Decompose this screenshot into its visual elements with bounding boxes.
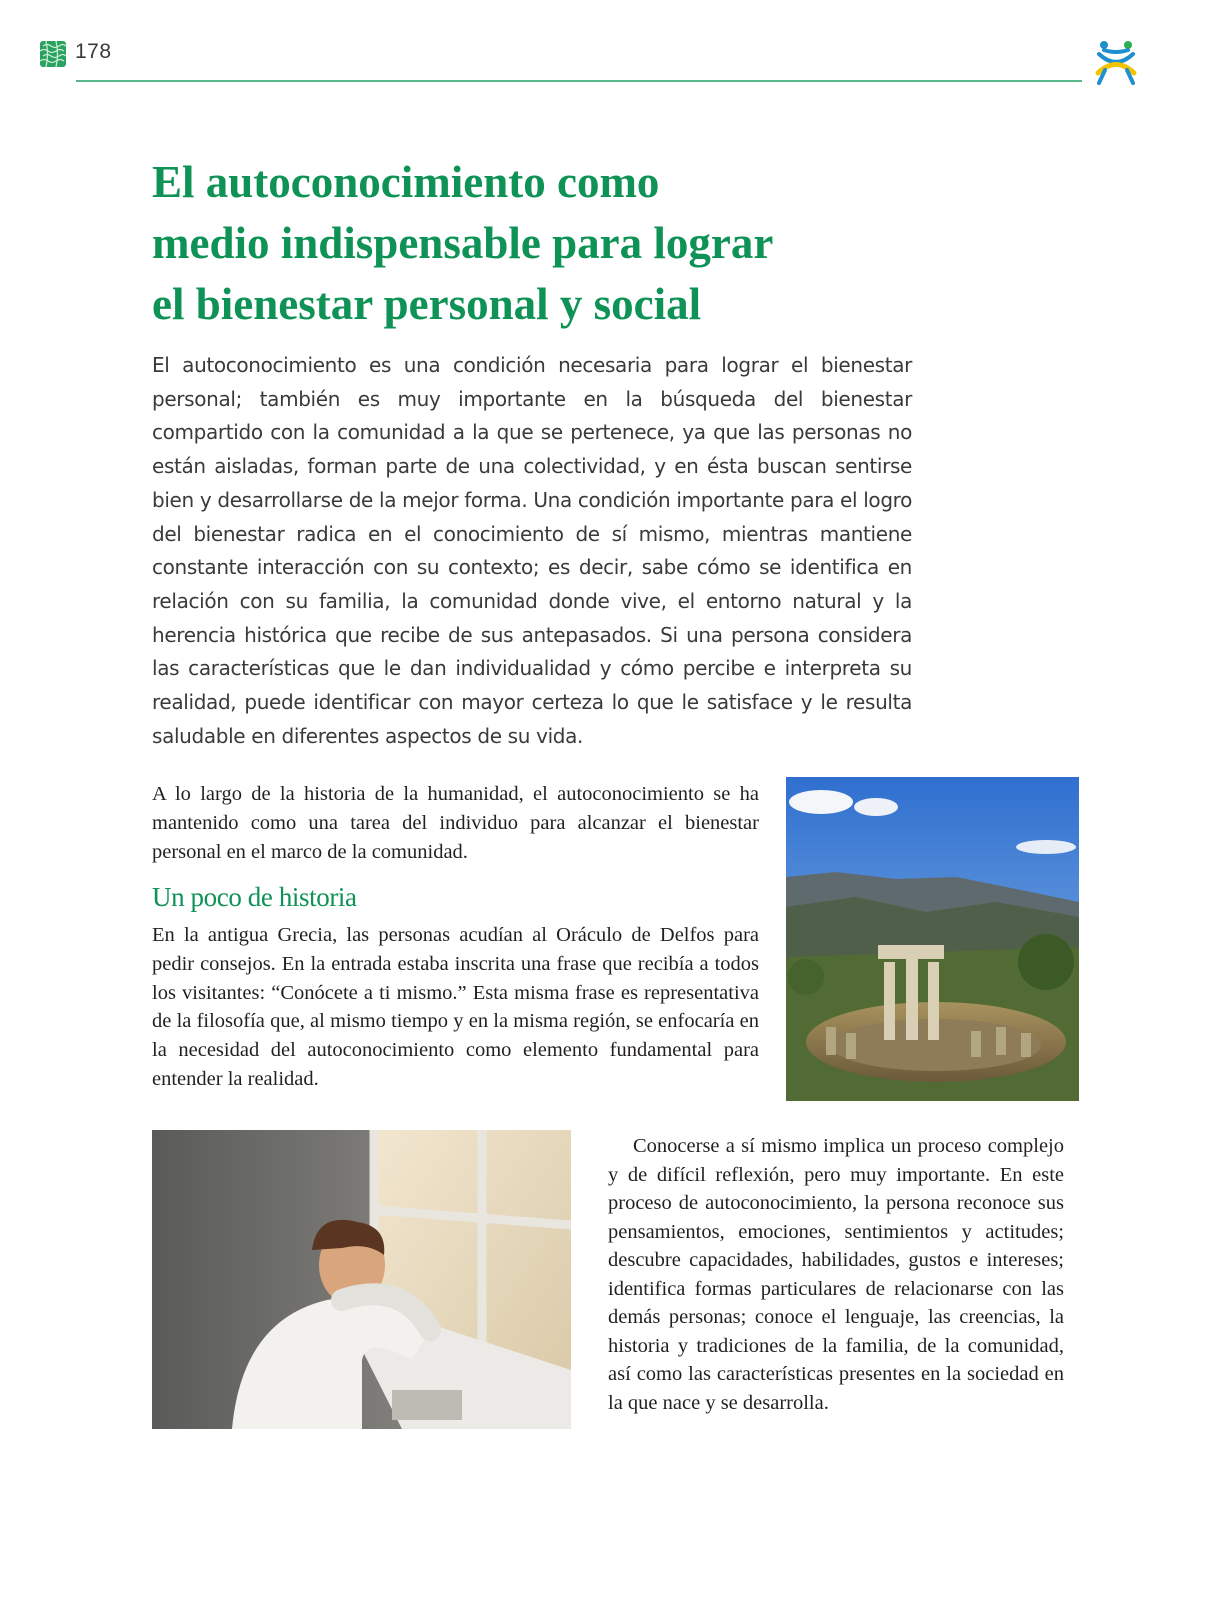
green-pattern-icon [40,41,66,67]
history-paragraph: A lo largo de la historia de la humanidad, el autoconocimiento se ha mantenido como una tarea del individuo para alcanzar el bienestar personal en el marco de la comunidad. [152,783,759,863]
title-line: medio indispensable para lograr [152,218,774,268]
intro-paragraph: El autoconocimiento es una condición necesaria para lograr el bienestar personal; también es muy importante en la búsqueda del bienestar compartido con la comunidad a la que se pertenece, ya que las personas no están aisladas, forman parte de una colectividad, y en ésta buscan sentirse bien y desarrollarse de la mejor forma. Una condición importante para el logro del bienestar radica en el conocimiento de sí mismo, mientras mantiene constante interacción con su contexto; es decir, sabe cómo se identifica en relación con su familia, la comunidad donde vive, el entorno natural y la herencia histórica que recibe de sus antepasados. Si una persona considera las características que le dan individualidad y cómo percibe e interpreta su realidad, puede identificar con mayor certeza lo que le satisface y le resulta saludable en diferentes aspectos de su vida. [152,353,912,748]
title-line: el bienestar personal y social [152,279,702,329]
section-subheading: Un poco de historia [152,882,357,912]
delphi-tholos-photo [786,777,1079,1101]
title-line: El autoconocimiento como [152,157,660,207]
blue-yellow-figure-logo [1093,40,1139,86]
page-number: 178 [75,40,112,63]
header-rule [76,80,1082,82]
boy-at-window-photo [152,1130,571,1429]
delphi-paragraph: En la antigua Grecia, las personas acudían al Oráculo de Delfos para pedir consejos. En la entrada estaba inscrita una frase que recibía a todos los visitantes: “Conócete a ti mismo.” Esta misma frase es representativa de la filosofía que, al mismo tiempo y en la misma región, se enfocaría en la necesidad del autoconocimiento como elemento fundamental para entender la realidad. [152,924,759,1090]
page-title [152,152,1012,335]
self-knowledge-paragraph: Conocerse a sí mismo implica un proceso complejo y de difícil reflexión, pero muy importante. En este proceso de autoconocimiento, la persona reconoce sus pensamientos, emociones, sentimientos y actitudes; descubre capacidades, habilidades, gustos e intereses; identifica formas particulares de relacionarse con las demás personas; conoce el lenguaje, las creencias, la historia y tradiciones de la familia, de la comunidad, así como las características presentes en la sociedad en la que nace y se desarrolla. [608,1135,1064,1414]
